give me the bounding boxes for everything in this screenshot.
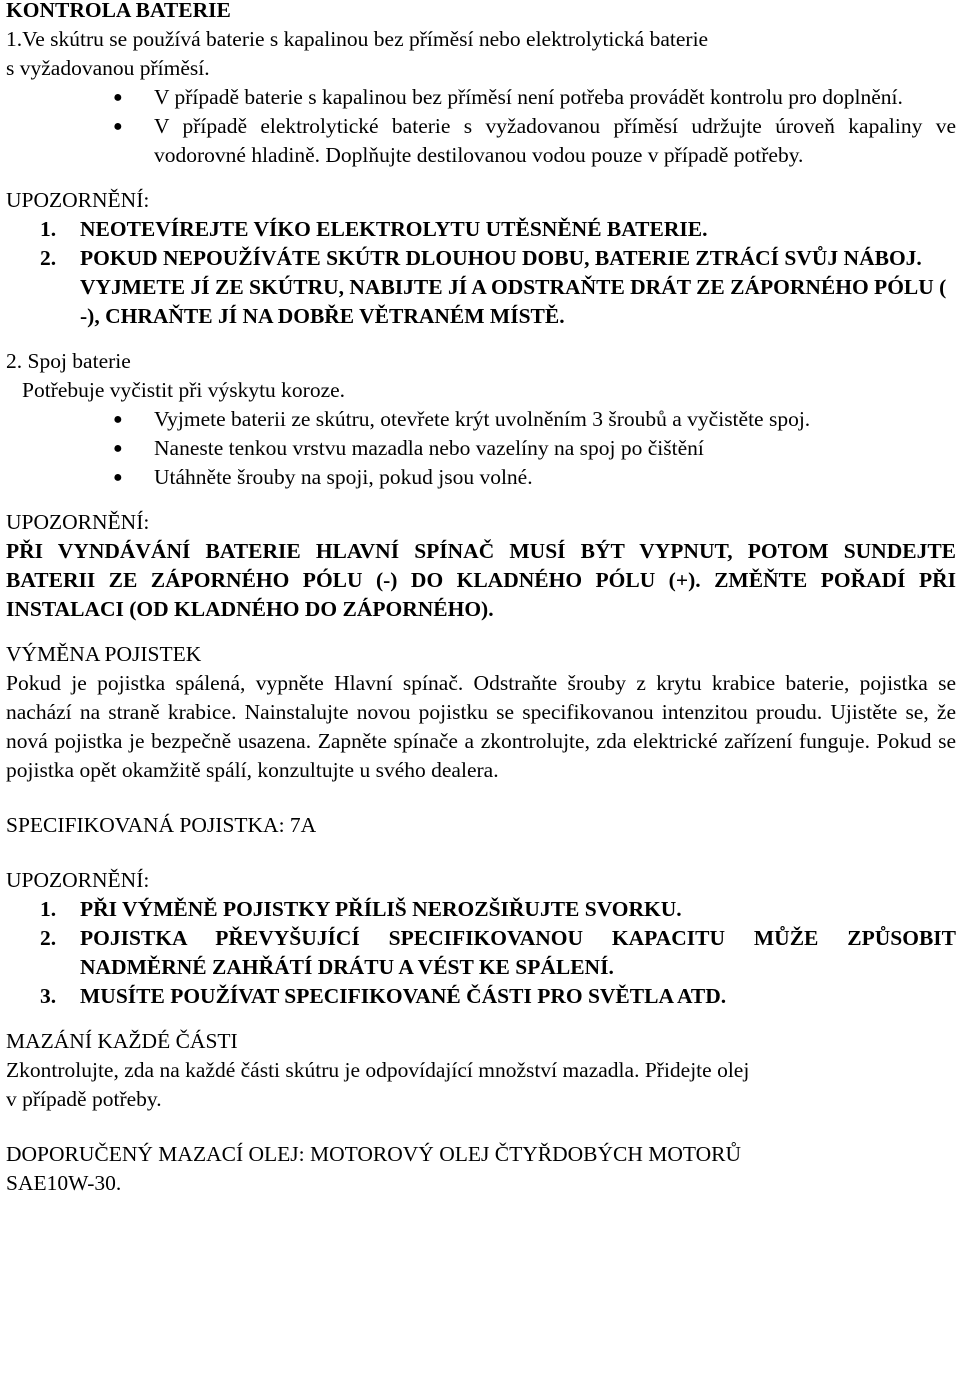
warning-text: MUSÍTE POUŽÍVAT SPECIFIKOVANÉ ČÁSTI PRO SVĚTLA ATD. <box>80 984 727 1008</box>
battery-joint-heading: 2. Spoj baterie <box>6 349 131 373</box>
fuse-spec: SPECIFIKOVANÁ POJISTKA: 7A <box>6 813 317 837</box>
warning-item <box>6 924 956 982</box>
battery-joint-warning-text: PŘI VYNDÁVÁNÍ BATERIE HLAVNÍ SPÍNAČ MUSÍ BÝT VYPNUT, POTOM SUNDEJTE BATERII ZE ZÁPORNÉHO PÓLU (-) DO KLADNÉHO PÓLU (+). ZMĚŇTE POŘADÍ PŘI INSTALACI (OD KLADNÉHO DO ZÁPORNÉHO). <box>6 539 956 621</box>
warning-label: UPOZORNĚNÍ: <box>6 510 150 534</box>
list-item <box>6 434 956 463</box>
recommended-oil-line2: SAE10W-30. <box>6 1171 122 1195</box>
list-item-text: Utáhněte šrouby na spoji, pokud jsou volné. <box>154 465 533 489</box>
lubrication-section <box>6 1027 956 1198</box>
lubrication-body-line2: v případě potřeby. <box>6 1087 162 1111</box>
battery-joint-subheading: Potřebuje vyčistit při výskytu koroze. <box>22 378 346 402</box>
bullet-icon: ● <box>113 469 123 486</box>
fuse-warning-list <box>6 895 956 1011</box>
warning-item <box>6 215 956 244</box>
warning-text: PŘI VÝMĚNĚ POJISTKY PŘÍLIŠ NEROZŠIŘUJTE SVORKU. <box>80 897 682 921</box>
battery-check-section <box>6 0 956 331</box>
list-item-text: Naneste tenkou vrstvu mazadla nebo vazelíny na spoj po čištění <box>154 436 704 460</box>
warning-text: NEOTEVÍREJTE VÍKO ELEKTROLYTU UTĚSNĚNÉ BATERIE. <box>80 217 708 241</box>
lubrication-body-line1: Zkontrolujte, zda na každé části skútru je odpovídající množství mazadla. Přidejte olej <box>6 1058 750 1082</box>
warning-text: POJISTKA PŘEVYŠUJÍCÍ SPECIFIKOVANOU KAPACITU MŮŽE ZPŮSOBIT NADMĚRNÉ ZAHŘÁTÍ DRÁTU A VÉST KE SPÁLENÍ. <box>80 926 956 979</box>
warning-label: UPOZORNĚNÍ: <box>6 188 150 212</box>
recommended-oil-line1: DOPORUČENÝ MAZACÍ OLEJ: MOTOROVÝ OLEJ ČTYŘDOBÝCH MOTORŮ <box>6 1142 742 1166</box>
fuse-replacement-section <box>6 640 956 1011</box>
warning-label: UPOZORNĚNÍ: <box>6 868 150 892</box>
list-item <box>6 83 956 112</box>
warning-number: 1. <box>40 217 57 241</box>
list-item <box>6 463 956 492</box>
battery-check-title: KONTROLA BATERIE <box>6 0 231 22</box>
bullet-icon: ● <box>113 89 123 106</box>
bullet-icon: ● <box>113 440 123 457</box>
warning-number: 2. <box>40 246 57 270</box>
bullet-icon: ● <box>113 411 123 428</box>
fuse-replacement-heading: VÝMĚNA POJISTEK <box>6 642 202 666</box>
warning-text: POKUD NEPOUŽÍVÁTE SKÚTR DLOUHOU DOBU, BATERIE ZTRÁCÍ SVŮJ NÁBOJ. VYJMETE JÍ ZE SKÚTRU, NABIJTE JÍ A ODSTRAŇTE DRÁT ZE ZÁPORNÉHO PÓLU ( -), CHRAŇTE JÍ NA DOBŘE VĚTRANÉM MÍSTĚ. <box>80 246 947 328</box>
battery-check-warning-list <box>6 215 956 331</box>
fuse-replacement-body: Pokud je pojistka spálená, vypněte Hlavní spínač. Odstraňte šrouby z krytu krabice baterie, pojistka se nachází na straně krabice. Nainstalujte novou pojistku se specifikovanou intenzitou proudu. Ujistěte se, že nová pojistka je bezpečně usazena. Zapněte spínače a zkontrolujte, zda elektrické zařízení funguje. Pokud se pojistka opět okamžitě spálí, konzultujte u svého dealera. <box>6 671 956 782</box>
warning-item <box>6 244 956 331</box>
warning-item <box>6 982 956 1011</box>
list-item <box>6 112 956 170</box>
warning-number: 2. <box>40 926 57 950</box>
list-item-text: V případě baterie s kapalinou bez příměsí není potřeba provádět kontrolu pro doplnění. <box>154 85 903 109</box>
warning-item <box>6 895 956 924</box>
list-item <box>6 405 956 434</box>
list-item-text: V případě elektrolytické baterie s vyžadovanou příměsí udržujte úroveň kapaliny ve vodorovné hladině. Doplňujte destilovanou vodou pouze v případě potřeby. <box>154 114 956 167</box>
battery-joint-bullet-list <box>6 405 956 492</box>
battery-check-intro-line1: 1.Ve skútru se používá baterie s kapalinou bez příměsí nebo elektrolytická baterie <box>6 27 709 51</box>
battery-joint-section <box>6 347 956 624</box>
manual-page <box>6 0 956 1198</box>
bullet-icon: ● <box>113 118 123 135</box>
battery-check-bullet-list <box>6 83 956 170</box>
battery-check-intro-line2: s vyžadovanou příměsí. <box>6 56 210 80</box>
warning-number: 1. <box>40 897 57 921</box>
warning-number: 3. <box>40 984 57 1008</box>
lubrication-heading: MAZÁNÍ KAŽDÉ ČÁSTI <box>6 1029 238 1053</box>
list-item-text: Vyjmete baterii ze skútru, otevřete krýt uvolněním 3 šroubů a vyčistěte spoj. <box>154 407 811 431</box>
